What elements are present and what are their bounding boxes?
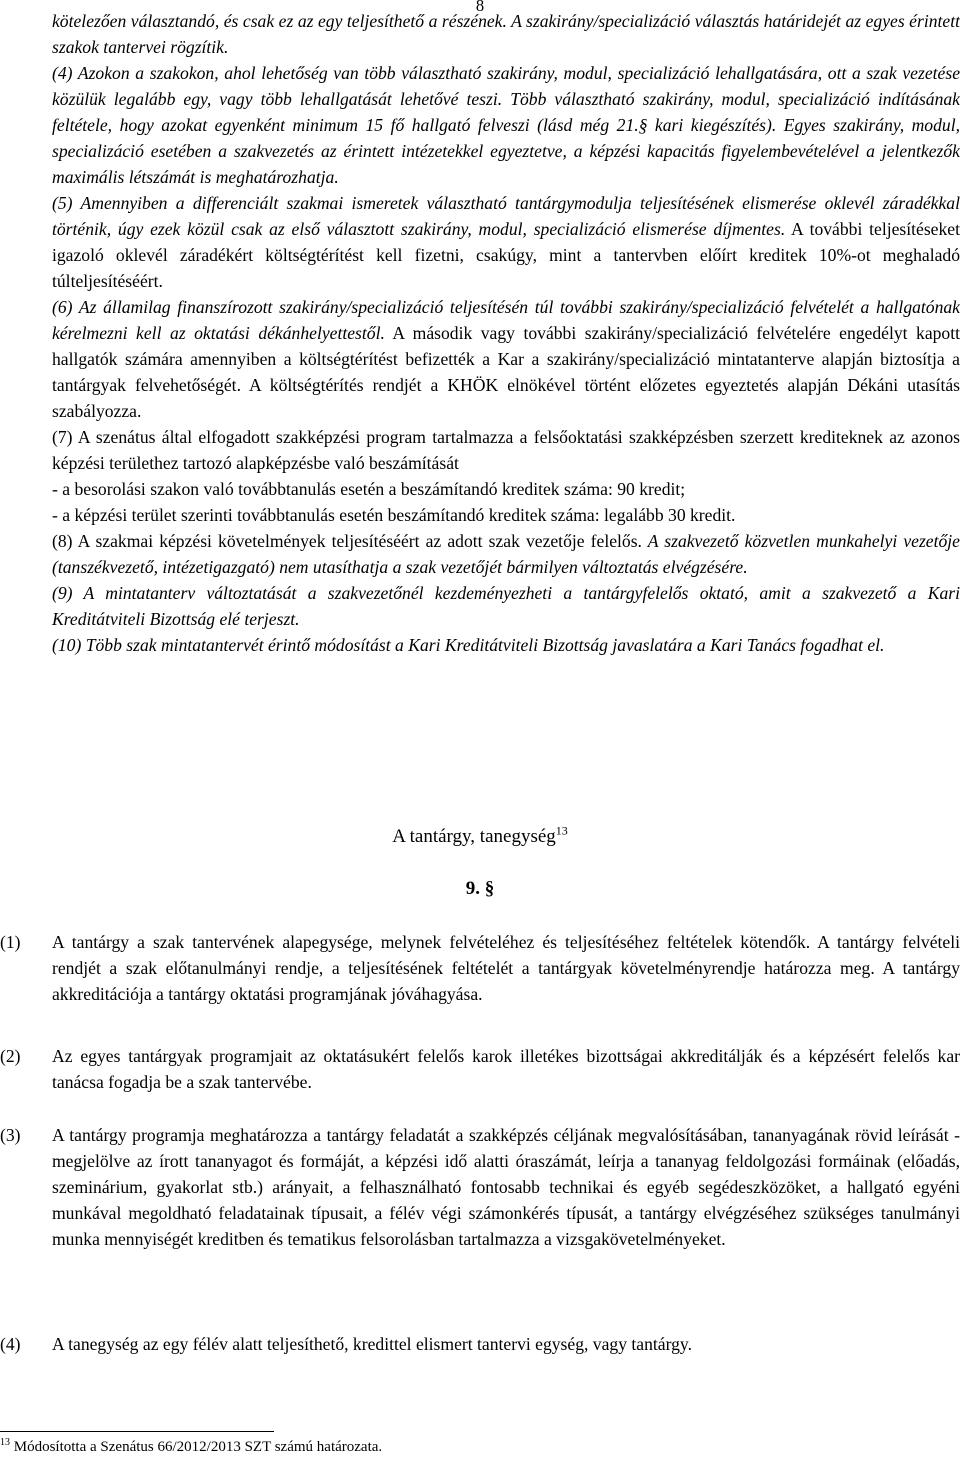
paragraph-6-plain: A második vagy további szakirány/specializáció felvételére engedélyt kapott hallgatók számára amennyiben a költségtérítést befizették a Kar a szakirány/specializáció mintatanterve alapján biztosítja a tantárgyak felvehetőségét. A költségtérítés rendjét a KHÖK elnökével történt előzetes egyeztetés alapján Dékáni utasítás szabályozza. <box>52 323 960 421</box>
paragraph-9: (9) A mintatanterv változtatását a szakvezetőnél kezdeményezheti a tantárgyfelelős oktató, amit a szakvezető a Kari Kreditátviteli Bizottság elé terjeszt. <box>52 583 960 629</box>
footnote-reference: 13 <box>555 823 568 838</box>
list-item <box>0 1043 960 1095</box>
list-item <box>0 1331 960 1357</box>
paragraph-continuation: kötelezően választandó, és csak ez az egy teljesíthető a részének. A szakirány/specializáció választás határidejét az egyes érintett szakok tantervei rögzítik. <box>52 11 960 57</box>
section-title <box>0 824 960 850</box>
section-number: 9. § <box>465 878 495 899</box>
item-label: (1) <box>0 932 21 952</box>
paragraph-5-plain: A további teljesítéseket igazoló oklevél záradékért költségtérítést kell fizetni, csakúgy, mint a tantervben előírt kreditek 10%-ot meghaladó túlteljesítéséért. <box>52 219 960 291</box>
paragraph-6-italic: (6) Az államilag finanszírozott szakirány/specializáció teljesítésén túl további szakirány/specializáció felvételét a hallgatónak kérelmezni kell az oktatási dékánhelyettestől. <box>52 297 960 343</box>
item-text: Az egyes tantárgyak programjait az oktatásukért felelős karok illetékes bizottságai akkreditálják és a képzésért felelős kar tanácsa fogadja be a szak tantervébe. <box>52 1046 960 1092</box>
item-label: (2) <box>0 1046 21 1066</box>
section-title-text: A tantárgy, tanegység <box>392 826 556 847</box>
list-item <box>0 1122 960 1252</box>
paragraph-6 <box>52 294 960 424</box>
paragraph-5-italic: (5) Amennyiben a differenciált szakmai ismeretek választható tantárgymodulja teljesítésének elismerése oklevél záradékkal történik, úgy ezek közül csak az első választott szakirány, modul, specializáció elismerése díjmentes. <box>52 193 960 239</box>
page-number: 8 <box>475 0 485 15</box>
footnote-divider <box>0 1431 274 1432</box>
paragraph-4: (4) Azokon a szakokon, ahol lehetőség van több választható szakirány, modul, specializáció lehallgatására, ott a szak vezetése közülük legalább egy, vagy több lehallgatását lehetővé teszi. Több választható szakirány, modul, specializáció indításának feltétele, hogy azokat egyenként minimum 15 fő hallgató felveszi (lásd még 21.§ kari kiegészítés). Egyes szakirány, modul, specializáció esetében a szakvezetés az érintett intézetekkel egyeztetve, a képzési kapacitás figyelembevételével a jelentkezők maximális létszámát is meghatározhatja. <box>52 63 960 187</box>
footnote-number: 13 <box>0 1437 10 1448</box>
paragraph-8-italic: A szakvezető közvetlen munkahelyi vezetője (tanszékvezető, intézetigazgató) nem utasíthatja a szak vezetőjét bármilyen változtatás elvégzésére. <box>52 531 960 577</box>
item-label: (3) <box>0 1125 21 1145</box>
paragraph-7: (7) A szenátus által elfogadott szakképzési program tartalmazza a felsőoktatási szakképzésben szerzett krediteknek az azonos képzési területhez tartozó alapképzésbe való beszámítását <box>52 427 960 473</box>
paragraph-10: (10) Több szak mintatantervét érintő módosítást a Kari Kreditátviteli Bizottság javaslatára a Kari Tanács fogadhat el. <box>52 635 885 655</box>
item-text: A tantárgy programja meghatározza a tantárgy feladatát a szakképzés céljának megvalósításában, tananyagának rövid leírását - megjelölve az írott tananyagot és formáját, a képzési idő alatti óraszámát, leírja a tananyag feldolgozási formáinak (előadás, szeminárium, gyakorlat stb.) arányait, a felhasználható fontosabb technikai és egyéb segédeszközöket, a hallgató egyéni munkával megoldható feladatainak típusait, a félév végi számonkérés típusát, a tantárgy elvégzéséhez szükséges tanulmányi munka mennyiségét kreditben és tematikus felsorolásban tartalmazza a vizsgakövetelményeket. <box>52 1125 960 1249</box>
item-text: A tantárgy a szak tantervének alapegysége, melynek felvételéhez és teljesítéséhez feltételek kötendők. A tantárgy felvételi rendjét a szak előtanulmányi rendje, a teljesítésének feltételét a tantárgyak követelményrendje határozza meg. A tantárgy akkreditációja a tantárgy oktatási programjának jóváhagyása. <box>52 932 960 1004</box>
item-label: (4) <box>0 1334 21 1354</box>
paragraph-7-bullet-1: - a besorolási szakon való továbbtanulás esetén a beszámítandó kreditek száma: 90 kredit; <box>52 479 686 499</box>
footnote <box>0 1438 382 1456</box>
top-text-block <box>52 8 960 658</box>
list-item <box>0 929 960 1007</box>
paragraph-8-plain: (8) A szakmai képzési követelmények teljesítéséért az adott szak vezetője felelős. <box>52 531 642 551</box>
paragraph-8 <box>52 528 960 580</box>
item-text: A tanegység az egy félév alatt teljesíthető, kredittel elismert tantervi egység, vagy tantárgy. <box>52 1334 692 1354</box>
footnote-text: Módosította a Szenátus 66/2012/2013 SZT számú határozata. <box>13 1439 383 1455</box>
paragraph-5 <box>52 190 960 294</box>
paragraph-7-bullet-2: - a képzési terület szerinti továbbtanulás esetén beszámítandó kreditek száma: legalább 30 kredit. <box>52 505 736 525</box>
